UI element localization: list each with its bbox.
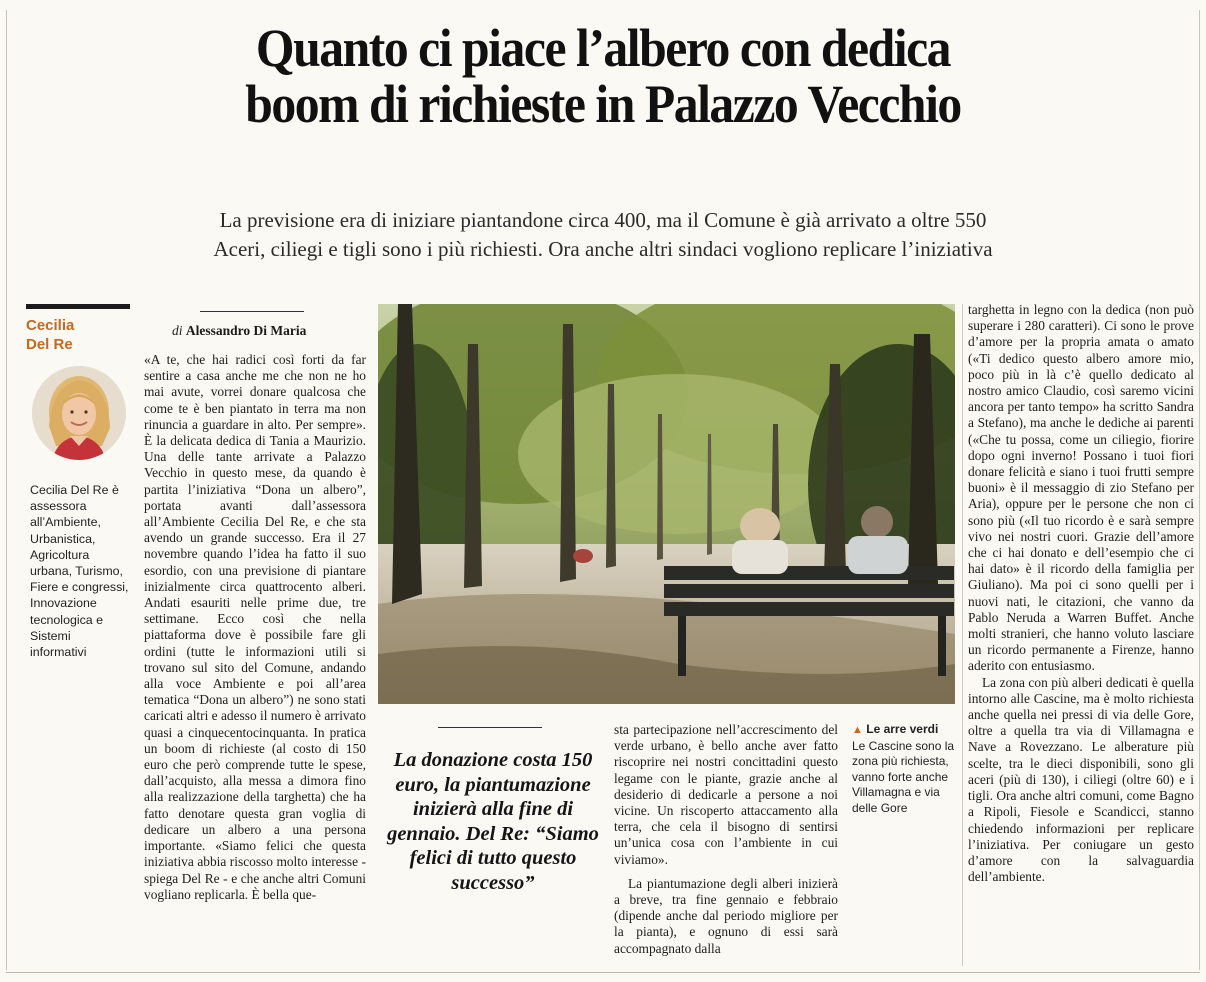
article-column-2 <box>614 722 838 966</box>
article-column-1 <box>144 352 366 964</box>
subheadline-line-2: Aceri, ciliegi e tigli sono i più richiesti. Ora anche altri sindaci vogliono replicare l’iniziativa <box>213 237 993 261</box>
page-edge-right <box>1199 10 1200 970</box>
page-edge-bottom <box>6 972 1200 973</box>
byline <box>172 323 372 339</box>
page-edge-left <box>6 10 7 970</box>
headline-line-2: boom di richieste in Palazzo Vecchio <box>245 74 961 134</box>
triangle-icon: ▲ <box>852 724 863 736</box>
column-divider <box>962 304 963 966</box>
article-paragraph: sta partecipazione nell’accrescimento del verde urbano, è bello anche aver fatto riscoprire nei nostri concittadini questo legame con le piante, grazie anche al desiderio di dedicarle a persone a noi vicine. Un riscoperto attaccamento alla terra, che cela il bisogno di sentirsi un’unica cosa con l’ambiente in cui viviamo». <box>614 722 838 867</box>
subheadline-line-1: La previsione era di iniziare piantandone circa 400, ma il Comune è già arrivato a oltre 550 <box>219 208 987 232</box>
article-column-3 <box>968 302 1194 964</box>
article-paragraph: La piantumazione degli alberi inizierà a breve, tra fine gennaio e febbraio (dipende anche dal periodo migliore per la pianta), e ognuno di essi sarà accompagnato dalla <box>614 875 838 956</box>
article-paragraph: «A te, che hai radici così forti da far sentire a casa anche me che non ne ho mai avute, vorrei donare qualcosa che come te è ben piantato in terra ma non rinuncia a guardare in alto. Per sempre». È la delicata dedica di Tania a Maurizio. Una delle tante arrivate a Palazzo Vecchio in questo mese, da quando è partita l’iniziativa “Dona un albero”, portata avanti dall’assessora all’Ambiente Cecilia Del Re, e che sta avendo un grande successo. Era il 27 novembre quando l’idea ha fatto il suo esordio, con una previsione di piantare inizialmente circa quattrocento alberi. Andati esauriti nelle prime due, tre settimane. Ecco così che nella piattaforma dove è possibile fare gli ordini (tutte le informazioni utili si trovano sul sito del Comune, andando alla voce Ambiente e poi all’area tematica “Dona un albero”) ne sono stati caricati altri e adesso il numero è arrivato quasi a cinquecentocinquanta. In pratica un boom di richieste (al costo di 150 euro che però comprende tutte le spese, dall’acquisto, alla messa a dimora fino alla realizzazione della targhetta) che ha fatto denotare questa gran voglia di dedicare un albero a una persona importante. «Siamo felici che questa iniziativa abbia riscosso molto interesse - spiega Del Re - e che anche altri Comuni vogliano replicarla. È bella que- <box>144 352 366 902</box>
byline-author: Alessandro Di Maria <box>185 323 307 338</box>
author-name <box>26 316 136 354</box>
author-bio: Cecilia Del Re è assessora all’Ambiente, Urbanistica, Agricoltura urbana, Turismo, Fiere e congressi, Innovazione tecnologica e Sistemi informativi <box>30 483 129 660</box>
author-name-line-1: Cecilia <box>26 317 75 334</box>
author-portrait <box>32 366 126 460</box>
article-paragraph: targhetta in legno con la dedica (non può superare i 280 caratteri). Ci sono le prove d’amore per la propria amata o amato («Ti dedico questo albero amore mio, poco più in là c’è quello dedicato al nostro amico Claudio, così saremo vicini ancora per tanto tempo» ha scritto Sandra a Stefano), ma anche le dediche ai parenti («Che tu possa, come un ciliegio, fiorire dopo ogni inverno! Possano i tuoi fiori donare felicità e siano i tuoi frutti sempre buoni» è il messaggio di zio Stefano per Aria), oppure per le persone che non ci sono più («Il tuo ricordo è e sarà sempre vivo nei nostri cuori. Grazie dell’amore che ci hai donato e dell’esempio che ci hai dato» è il ricordo della famiglia per Giuliano). Ma poi ci sono quelli per i nuovi nati, le citazioni, che vanno da Pablo Neruda a Warren Buffet. Anche molti stranieri, che hanno voluto lasciare un ricordo permanente a Firenze, hanno aderito con entusiasmo. <box>968 302 1194 674</box>
byline-prefix: di <box>172 323 183 338</box>
photo-caption <box>852 722 960 816</box>
caption-title-row <box>852 722 960 739</box>
pullquote-rule <box>438 727 542 728</box>
pullquote: La donazione costa 150 euro, la piantumazione inizierà alla fine di gennaio. Del Re: “Siamo felici di tutto questo successo” <box>387 749 599 894</box>
byline-rule <box>200 311 304 312</box>
park-photo <box>378 304 955 704</box>
author-name-line-2: Del Re <box>26 336 73 353</box>
headline <box>76 20 1130 132</box>
author-rule <box>26 304 130 309</box>
caption-text: Le Cascine sono la zona più richiesta, vanno forte anche Villamagna e via delle Gore <box>852 738 955 815</box>
article-paragraph: La zona con più alberi dedicati è quella intorno alle Cascine, ma è molto richiesta anche quella nei pressi di via delle Gore, oltre a quella tra via di Villamagna e Nave a Rovezzano. Le alberature più scelte, tra le dieci disponibili, sono gli aceri (più di 130), i ciliegi (oltre 60) e i tigli. Ora anche altri comuni, come Bagno a Ripoli, Fiesole e Scandicci, stanno chiedendo informazioni per replicare l’iniziativa. Per coniugare un gesto d’amore con la salvaguardia dell’ambiente. <box>968 674 1194 885</box>
headline-line-1: Quanto ci piace l’albero con dedica <box>255 18 951 78</box>
subheadline <box>40 206 1166 264</box>
caption-title: Le arre verdi <box>866 722 939 736</box>
